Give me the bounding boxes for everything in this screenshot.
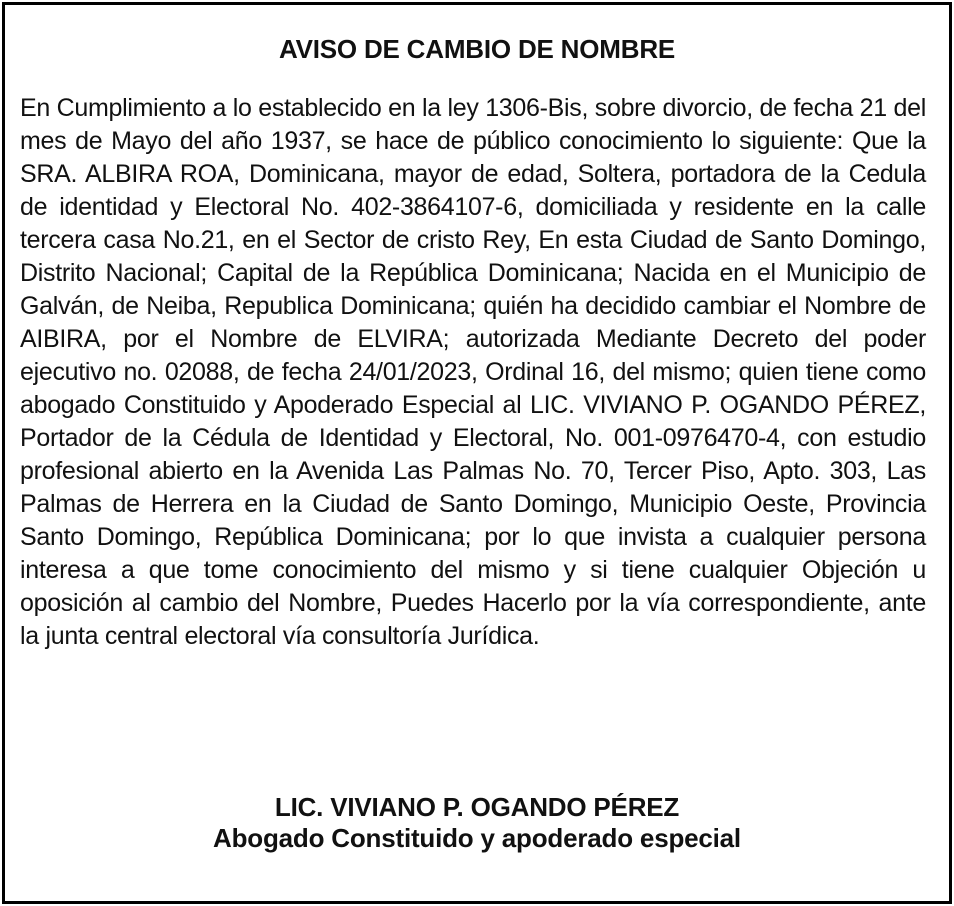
signature-name: LIC. VIVIANO P. OGANDO PÉREZ [274, 792, 680, 822]
notice-body: En Cumplimiento a lo establecido en la ley 1306-Bis, sobre divorcio, de fecha 21 del mes de Mayo del año 1937, se hace de público conocimiento lo siguiente: Que la SRA. ALBIRA ROA, Dominicana, mayor de edad, Soltera, portadora de la Cedula de identidad y Electoral No. 402-3864107-6, domiciliada y residente en la calle tercera casa No.21, en el Sector de cristo Rey, En esta Ciudad de Santo Domingo, Distrito Nacional; Capital de la República Dominicana; Nacida en el Municipio de Galván, de Neiba, Republica Dominicana; quién ha decidido cambiar el Nombre de AIBIRA, por el Nombre de ELVIRA; autorizada Mediante Decreto del poder ejecutivo no. 02088, de fecha 24/01/2023, Ordinal 16, del mismo; quien tiene como abogado Constituido y Apoderado Especial al LIC. VIVIANO P. OGANDO PÉREZ, Portador de la Cédula de Identidad y Electoral, No. 001-0976470-4, con estudio profesional abierto en la Avenida Las Palmas No. 70, Tercer Piso, Apto. 303, Las Palmas de Herrera en la Ciudad de Santo Domingo, Municipio Oeste, Provincia Santo Domingo, República Dominicana; por lo que invista a cualquier persona interesa a que tome conocimiento del mismo y si tiene cualquier Objeción u oposición al cambio del Nombre, Puedes Hacerlo por la vía correspondiente, ante la junta central electoral vía consultoría Jurídica. [20, 94, 926, 650]
signature-block [0, 792, 954, 854]
notice-title: AVISO DE CAMBIO DE NOMBRE [278, 34, 676, 64]
signature-role: Abogado Constituido y apoderado especial [213, 823, 741, 853]
